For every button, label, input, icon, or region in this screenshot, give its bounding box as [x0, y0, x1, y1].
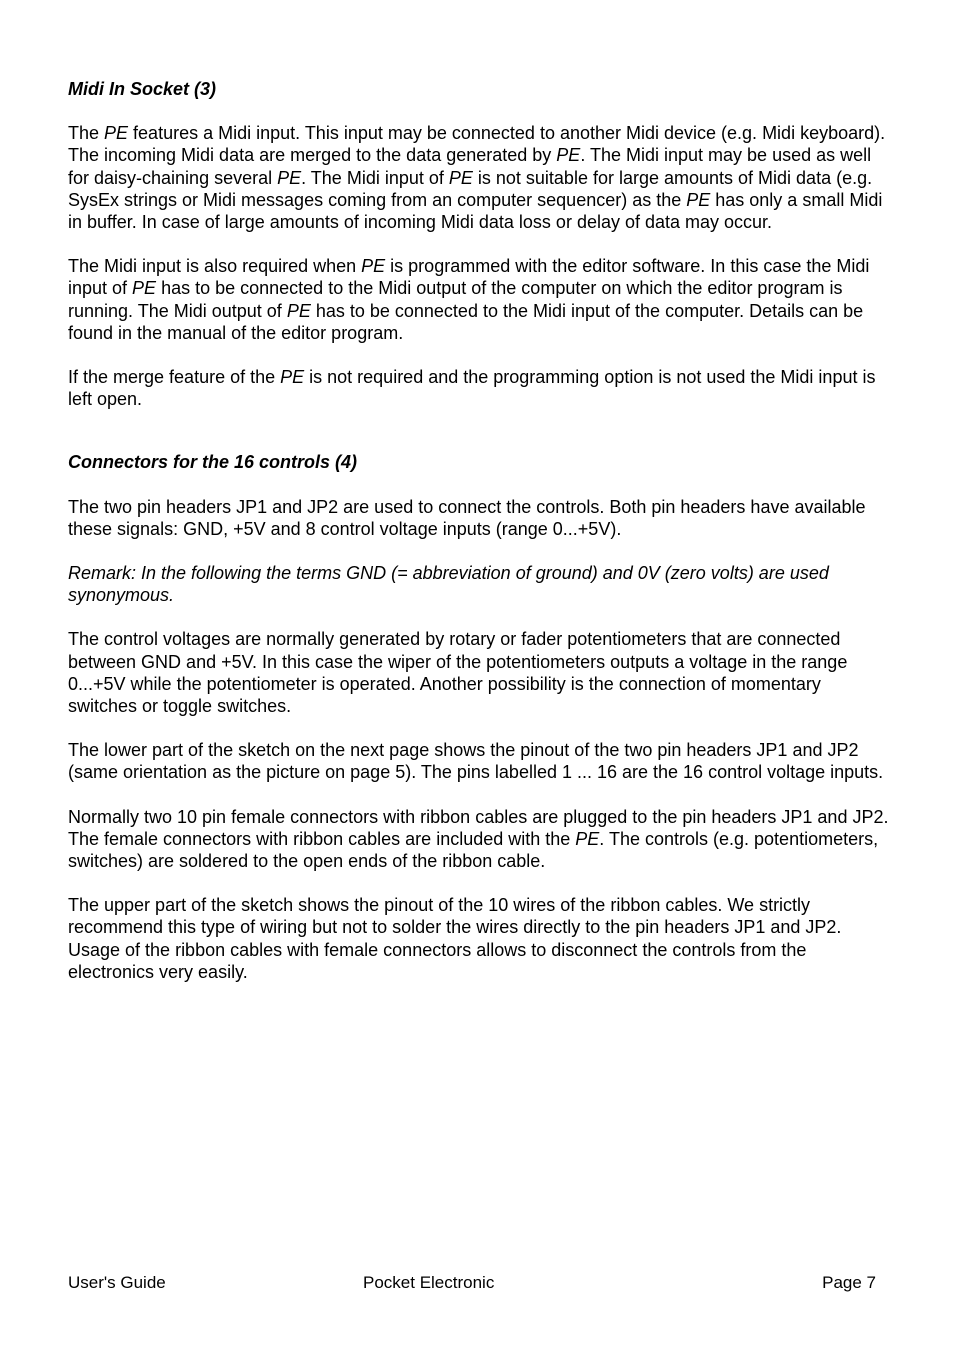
- paragraph: The two pin headers JP1 and JP2 are used to connect the controls. Both pin headers have available these signals: GND, +5V and 8 control voltage inputs (range 0...+5V).: [68, 496, 866, 539]
- product-abbreviation: PE: [686, 189, 711, 210]
- paragraph: If the merge feature of the PE is not required and the programming option is not used the Midi input is left open.: [68, 367, 876, 410]
- paragraph: The Midi input is also required when PE is programmed with the editor software. In this case the Midi input of PE has to be connected to the Midi output of the computer on which the editor program is running. The Midi output of PE has to be connected to the Midi input of the computer. Details can be found in the manual of the editor program.: [68, 256, 870, 343]
- product-abbreviation: PE: [277, 167, 302, 188]
- section-heading-connectors: Connectors for the 16 controls (4): [68, 452, 358, 473]
- paragraph: The lower part of the sketch on the next page shows the pinout of the two pin headers JP1 and JP2 (same orientation as the picture on page 5). The pins labelled 1 ... 16 are the 16 control voltage inputs.: [68, 740, 884, 783]
- product-abbreviation: PE: [575, 828, 600, 849]
- paragraph: Normally two 10 pin female connectors with ribbon cables are plugged to the pin headers JP1 and JP2. The female connectors with ribbon cables are included with the PE. The controls (e.g. potentiometers, switches) are soldered to the open ends of the ribbon cable.: [68, 806, 889, 872]
- product-abbreviation: PE: [361, 256, 386, 277]
- remark-paragraph: Remark: In the following the terms GND (= abbreviation of ground) and 0V (zero volts) are used synonymous.: [68, 563, 829, 606]
- product-abbreviation: PE: [132, 278, 157, 299]
- product-abbreviation: PE: [286, 300, 311, 321]
- product-abbreviation: PE: [556, 145, 581, 166]
- paragraph: The control voltages are normally generated by rotary or fader potentiometers that are connected between GND and +5V. In this case the wiper of the potentiometers outputs a voltage in the range 0...+5V while the potentiometer is operated. Another possibility is the connection of momentary switches or toggle switches.: [68, 629, 848, 717]
- page-content: [68, 78, 890, 983]
- product-abbreviation: PE: [104, 123, 129, 144]
- product-abbreviation: PE: [448, 167, 473, 188]
- section-heading-midi-in: Midi In Socket (3): [68, 79, 217, 99]
- product-abbreviation: PE: [280, 367, 305, 388]
- footer-product-name: Pocket Electronic: [363, 1273, 495, 1292]
- footer-doc-title: User's Guide: [68, 1273, 166, 1292]
- paragraph: The PE features a Midi input. This input may be connected to another Midi device (e.g. Midi keyboard). The incoming Midi data are merged to the data generated by PE. The Midi input may be used as well for daisy-chaining several PE. The Midi input of PE is not suitable for large amounts of Midi data (e.g. SysEx strings or Midi messages coming from an computer sequencer) as the PE has only a small Midi in buffer. In case of large amounts of incoming Midi data loss or delay of data may occur.: [68, 123, 886, 233]
- footer-page-number: Page 7: [822, 1273, 876, 1292]
- page-footer: [68, 1272, 876, 1294]
- paragraph: The upper part of the sketch shows the pinout of the 10 wires of the ribbon cables. We strictly recommend this type of wiring but not to solder the wires directly to the pin headers JP1 and JP2. Usage of the ribbon cables with female connectors allows to disconnect the controls from the electronics very easily.: [68, 895, 842, 982]
